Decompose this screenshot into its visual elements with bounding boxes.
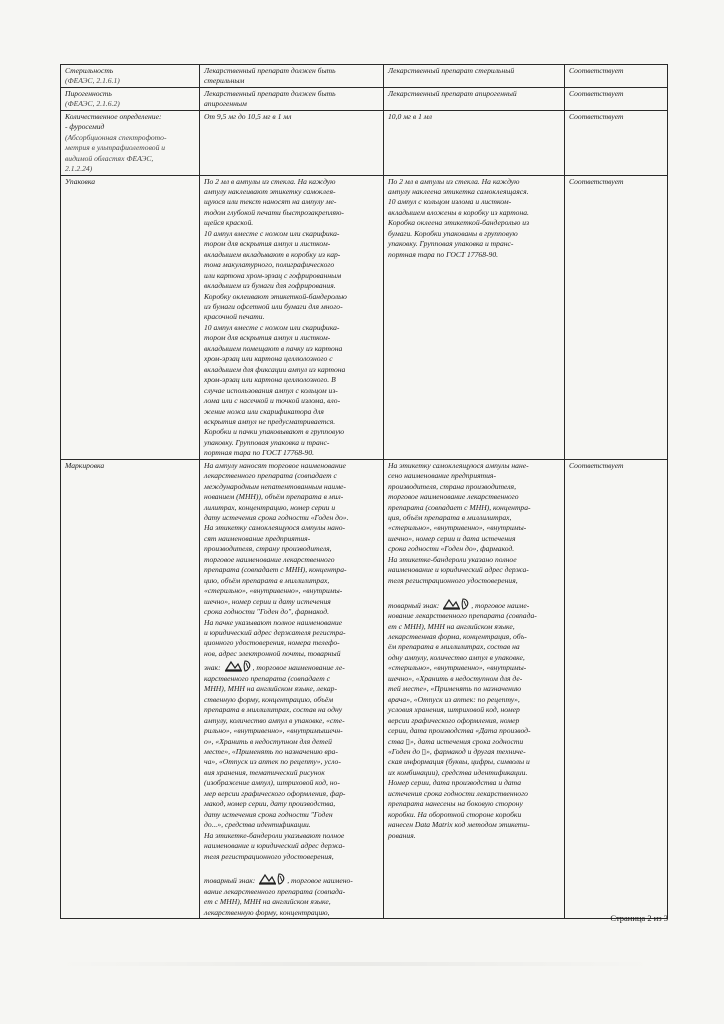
- text-line: вкладышем вложены в коробку из картона.: [388, 207, 529, 217]
- text-line: препарата (совпадает с МНН), концентра-: [388, 502, 531, 512]
- text-line: вскрытия ампул не предусматривается.: [204, 416, 336, 426]
- text-line: одну ампулу, количество ампул в упаковке,: [388, 652, 525, 662]
- text-line: сят наименование предприятия-: [204, 533, 311, 543]
- text-line: препарата (совпадает с МНН), концентра-: [204, 565, 347, 575]
- text-line: лома или с насечкой и точкой излома, вло-: [204, 396, 341, 406]
- conclusion-text: Соответствует: [569, 176, 624, 186]
- method-reference-line: 2.1.2.24): [65, 164, 93, 174]
- text-line: наименование и юридический адрес держа-: [204, 841, 345, 851]
- conclusion-cell: [565, 459, 668, 918]
- text-fragment: товарный знак:: [388, 600, 442, 610]
- text-line: «Годен до ▯», фармакод и другая техниче-: [388, 747, 526, 756]
- text-line: «стерильно», «внутривенно», «внутримы-: [204, 586, 343, 596]
- text-line: На пачке указывают полное наименование: [204, 617, 343, 627]
- method-reference-line: метрия в ультрафиолетовой и: [65, 143, 166, 153]
- text-line: упаковку. Групповая упаковка и транс-: [204, 437, 330, 447]
- text-line: На этикетку самоклеящуюся ампулы нане-: [388, 460, 529, 470]
- text-line: апирогенным: [204, 99, 247, 109]
- text-line: ственную форму, концентрацию, объём: [204, 694, 334, 704]
- text-line: тором для вскрытия ампул и листком-: [204, 333, 331, 343]
- text-line: Лекарственный препарат должен быть: [204, 88, 336, 98]
- text-line: сено наименование предприятия-: [388, 471, 496, 481]
- text-line: тей месте», «Применять по назначению: [388, 684, 522, 694]
- text-line: портная тара по ГОСТ 17768-90.: [204, 448, 315, 458]
- text-line: цию, объём препарата в миллилитрах,: [204, 575, 330, 585]
- trademark-logo-icon: [441, 597, 471, 611]
- text-line: хром-эрзац или картона целлюлозного. В: [204, 375, 336, 385]
- text-line: На этикетке-бандероли указано полное: [388, 554, 517, 564]
- text-line: [204, 872, 379, 886]
- text-line: теля регистрационного удостоверения,: [204, 851, 334, 861]
- conclusion-cell: [565, 110, 668, 175]
- parameter-cell: [61, 459, 200, 918]
- parameter-cell: [61, 87, 200, 110]
- text-line: Номер серии, дата производства и дата: [388, 778, 522, 788]
- requirement-cell: [200, 87, 384, 110]
- text-line: По 2 мл в ампулы из стекла. На каждую: [388, 176, 520, 186]
- table-row-pyrogenicity: [61, 87, 668, 110]
- result-cell: [384, 459, 565, 918]
- text-line: условия хранения, штриховой код, номер: [388, 705, 520, 715]
- text-line: 10 ампул вместе с ножом или скарифика-: [204, 322, 340, 332]
- method-reference-line: видимой областях ФЕАЭС,: [65, 153, 154, 163]
- page-number: Страница 2 из 3: [610, 913, 668, 923]
- text-line: [388, 586, 560, 596]
- text-line: красочной печати.: [204, 312, 265, 322]
- requirement-cell: [200, 65, 384, 88]
- text-line: упаковку. Групповая упаковка и транс-: [388, 239, 514, 249]
- text-line: шечно», «Хранить в недоступном для де-: [388, 673, 523, 683]
- text-line: ционного удостоверения, номера телефо-: [204, 638, 340, 648]
- text-line: срока годности «Годен до», фармакод.: [388, 544, 515, 554]
- text-line: нов, адрес электронной почты, товарный: [204, 648, 341, 658]
- parameter-cell: [61, 110, 200, 175]
- text-line: бумаги. Коробки упакованы в групповую: [388, 228, 518, 238]
- text-line: месте», «Применять по назначению вра-: [204, 747, 338, 756]
- text-line: хром-эрзац или картона целлюлозного с: [204, 354, 333, 364]
- text-line: нанесен Data Matrix код методом этикети-: [388, 820, 530, 830]
- text-line: На этикетку самоклеящуюся ампулы нано-: [204, 523, 346, 533]
- text-line: лилитрах, концентрацию, номер серии и: [204, 502, 336, 512]
- text-line: лекарственная форма, концентрация, объ-: [388, 632, 527, 642]
- text-line: На этикетке-бандероли указывают полное: [204, 830, 345, 840]
- text-line: Упаковка: [65, 176, 96, 186]
- text-line: Лекарственный препарат апирогенный: [388, 88, 517, 98]
- text-line: нованием (МНН)), объём препарата в мил-: [204, 492, 344, 502]
- text-line: торговое наименование лекарственного: [204, 554, 335, 564]
- text-fragment: , торговое наиме-: [471, 600, 530, 610]
- text-line: [388, 597, 560, 611]
- text-line: тона макулатурного, полиграфического: [204, 260, 335, 270]
- text-line: Коробки и пачки упаковывают в групповую: [204, 427, 345, 437]
- text-line: вкладышем для фиксации ампул из картона: [204, 364, 346, 374]
- text-line: вкладышем из бумаги для гофрирования.: [204, 281, 336, 291]
- scan-artifact: [55, 962, 655, 966]
- text-line: карственного препарата (совпадает с: [204, 673, 330, 683]
- text-line: «стерильно», «внутривенно», «внутримы-: [388, 523, 527, 533]
- text-line: вкладышем вкладывают в коробку из кар-: [204, 249, 341, 259]
- text-line: Маркировка: [65, 460, 105, 470]
- text-line: шечно», номер серии и дата истечения: [388, 533, 516, 543]
- text-line: рования.: [388, 830, 416, 840]
- text-line: «стерильно», «внутривенно», «внутримы-: [388, 663, 527, 673]
- method-reference-line: (ФЕАЭС, 2.1.6.1): [65, 76, 120, 86]
- text-line: ампулу, количество ампул в упаковке, «сте-: [204, 715, 345, 725]
- text-line: и юридический адрес держателя регистра-: [204, 628, 346, 638]
- text-line: или картона хром-эрзац с гофрированным: [204, 270, 342, 280]
- text-line: На ампулу наносят торговое наименование: [204, 460, 346, 470]
- text-line: случае использования ампул с кольцом из-: [204, 385, 338, 395]
- text-fragment: товарный знак:: [204, 876, 258, 886]
- text-line: препарата в миллилитрах, состав на одну: [204, 705, 343, 715]
- text-line: коробки. На оборотной стороне коробки: [388, 809, 522, 819]
- text-line: вкладышем помещают в пачку из картона: [204, 343, 343, 353]
- text-line: тодом глубокой печати быстрозакрепляю-: [204, 207, 344, 217]
- text-line: срока годности "Годен до", фармакод.: [204, 607, 329, 617]
- text-line: вание лекарственного препарата (совпада-: [204, 886, 346, 896]
- text-line: производителя, страна производителя,: [388, 481, 516, 491]
- requirement-cell: [200, 110, 384, 175]
- text-line: ет с МНН), МНН на английском языке,: [204, 897, 331, 907]
- text-line: Лекарственный препарат стерильный: [388, 66, 515, 75]
- text-line: 10,0 мг в 1 мл: [388, 111, 432, 121]
- text-line: теля регистрационного удостоверения,: [388, 575, 518, 585]
- conclusion-text: Соответствует: [569, 66, 624, 75]
- text-line: препарата нанесены на боковую сторону: [388, 799, 523, 809]
- text-line: ства ▯», дата истечения срока годности: [388, 736, 524, 746]
- text-line: ча», «Отпуск из аптек по рецепту», усло-: [204, 757, 341, 767]
- text-line: из бумаги офсетной или бумаги для много-: [204, 301, 343, 311]
- text-line: их комбинации), средства идентификации.: [388, 767, 528, 777]
- parameter-cell: [61, 175, 200, 459]
- text-fragment: , торговое наимено-: [287, 876, 353, 886]
- text-line: МНН), МНН на английском языке, лекар-: [204, 684, 338, 694]
- text-line: ская информация (буквы, цифры, символы и: [388, 757, 530, 767]
- text-line: ампулу наклеена этикетка самоклеящаяся.: [388, 186, 529, 196]
- text-line: мер версии графического оформления, фар-: [204, 788, 346, 798]
- text-line: лекарственного препарата (совпадает с: [204, 471, 337, 481]
- conclusion-cell: [565, 65, 668, 88]
- text-line: до...», средства идентификации.: [204, 820, 311, 830]
- text-line: ция, объём препарата в миллилитрах,: [388, 513, 512, 523]
- text-line: торговое наименование лекарственного: [388, 492, 519, 502]
- result-cell: [384, 175, 565, 459]
- conclusion-text: Соответствует: [569, 460, 624, 470]
- text-line: тором для вскрытия ампул и листком-: [204, 239, 331, 249]
- conclusion-text: Соответствует: [569, 111, 624, 121]
- method-reference-line: (Абсорбционная спектрофото-: [65, 132, 167, 142]
- text-line: истечения срока годности лекарственного: [388, 788, 528, 798]
- table-row-packaging: [61, 175, 668, 459]
- conclusion-text: Соответствует: [569, 88, 624, 98]
- text-fragment: , торговое наименование ле-: [252, 663, 345, 673]
- result-cell: [384, 65, 565, 88]
- text-line: - фуросемид: [65, 122, 105, 132]
- text-line: (изображение ампул), штриховой код, но-: [204, 778, 340, 788]
- result-cell: [384, 87, 565, 110]
- text-line: Коробку оклеивают этикеткой-бандеролью: [204, 291, 347, 301]
- text-line: жение ножа или скарификатора для: [204, 406, 324, 416]
- result-cell: [384, 110, 565, 175]
- conclusion-cell: [565, 87, 668, 110]
- text-line: рильно», «внутривенно», «внутримышечн-: [204, 726, 343, 736]
- text-line: врача», «Отпуск из аптек: по рецепту»,: [388, 694, 520, 704]
- text-line: дату истечения срока годности «Годен до».: [204, 513, 349, 523]
- text-fragment: знак:: [204, 663, 223, 673]
- text-line: щуюся или текст наносят на ампулу ме-: [204, 197, 337, 207]
- text-line: Пирогенность: [65, 88, 112, 98]
- text-line: лекарственную форму, концентрацию,: [204, 907, 330, 917]
- text-line: ампулу наклеивают этикетку самоклея-: [204, 186, 336, 196]
- text-line: От 9,5 мг до 10,5 мг в 1 мл: [204, 111, 292, 121]
- text-line: [204, 862, 379, 872]
- text-line: макод, номер серии, дату производства,: [204, 799, 336, 809]
- text-line: вия хранения, тематический рисунок: [204, 767, 325, 777]
- text-line: производителя, страну производителя,: [204, 544, 332, 554]
- text-line: По 2 мл в ампулы из стекла. На каждую: [204, 176, 336, 186]
- text-line: дату истечения срока годности "Годен: [204, 809, 333, 819]
- text-line: стерильным: [204, 76, 245, 86]
- table-row-labeling: [61, 459, 668, 918]
- text-line: Стерильность: [65, 66, 114, 75]
- text-line: версии графического оформления, номер: [388, 715, 520, 725]
- text-line: Количественное определение:: [65, 111, 162, 121]
- conclusion-cell: [565, 175, 668, 459]
- text-line: Лекарственный препарат должен быть: [204, 66, 336, 75]
- text-line: международным непатентованным наиме-: [204, 481, 346, 491]
- text-line: о», «Хранить в недоступном для детей: [204, 736, 332, 746]
- requirement-cell: [200, 459, 384, 918]
- text-line: наименование и юридический адрес держа-: [388, 565, 529, 575]
- parameter-cell: [61, 65, 200, 88]
- method-reference-line: (ФЕАЭС, 2.1.6.2): [65, 99, 120, 109]
- text-line: [204, 659, 379, 673]
- specification-table: [60, 64, 668, 919]
- text-line: ём препарата в миллилитрах, состав на: [388, 642, 520, 652]
- text-line: шечно», номер серии и дату истечения: [204, 596, 331, 606]
- text-line: Коробка оклеена этикеткой-бандеролью из: [388, 218, 530, 228]
- table-row-sterility: [61, 65, 668, 88]
- text-line: ет с МНН), МНН на английском языке,: [388, 621, 515, 631]
- text-line: щейся краской.: [204, 218, 254, 228]
- trademark-logo-icon: [257, 872, 287, 886]
- text-line: серии, дата производства «Дата производ-: [388, 726, 531, 736]
- trademark-logo-icon: [223, 659, 253, 673]
- table-row-assay: [61, 110, 668, 175]
- requirement-cell: [200, 175, 384, 459]
- text-line: 10 ампул с кольцом излома и листком-: [388, 197, 512, 207]
- text-line: портная тара по ГОСТ 17768-90.: [388, 249, 499, 259]
- text-line: нование лекарственного препарата (совпада-: [388, 611, 537, 621]
- text-line: 10 ампул вместе с ножом или скарифика-: [204, 228, 340, 238]
